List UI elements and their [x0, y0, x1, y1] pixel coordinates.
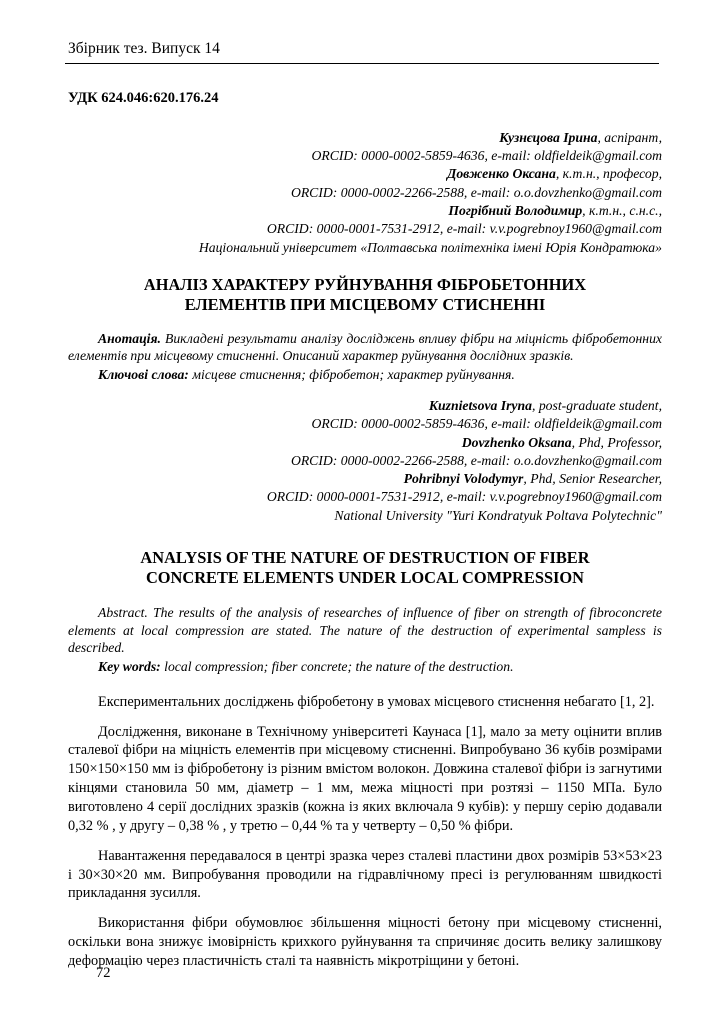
keywords-label: Ключові слова:: [98, 366, 189, 382]
authors-block-uk: [68, 129, 662, 238]
author-orcid-line: ORCID: 0000-0001-7531-2912, e-mail: v.v.pogrebnoy1960@gmail.com: [266, 221, 662, 237]
author-line: [68, 165, 662, 183]
affiliation-en: National University "Yuri Kondratyuk Poltava Polytechnic": [334, 508, 662, 524]
title-line-1: АНАЛІЗ ХАРАКТЕРУ РУЙНУВАННЯ ФІБРОБЕТОННИХ: [143, 274, 587, 294]
paper-title-en: [68, 548, 662, 588]
author-orcid-line: ORCID: 0000-0002-2266-2588, e-mail: o.o.dovzhenko@gmail.com: [290, 452, 662, 468]
author-line: [68, 397, 662, 415]
paper-title-uk: [68, 275, 662, 315]
udc-code: УДК 624.046:620.176.24: [68, 90, 219, 106]
author-name: Погрібний Володимир: [448, 202, 583, 218]
author-line: [68, 129, 662, 147]
author-orcid-line: ORCID: 0000-0001-7531-2912, e-mail: v.v.pogrebnoy1960@gmail.com: [266, 489, 662, 505]
author-name: Pohribnyi Volodymyr: [403, 471, 524, 487]
author-name: Dovzhenko Oksana: [461, 434, 572, 450]
authors-block-en: [68, 397, 662, 506]
body-paragraph: Навантаження передавалося в центрі зразка через сталеві пластини двох розмірів 53×53×23 і 30×30×20 мм. Випробування проводили на гідравлічному пресі із регулюванням швидкості прикладання зусилля.: [68, 847, 662, 902]
page-number: 72: [96, 965, 111, 981]
author-role: , post-graduate student,: [531, 398, 662, 414]
abstract-label: Анотація.: [98, 330, 161, 346]
body-paragraph: Використання фібри обумовлює збільшення міцності бетону при місцевому стисненні, оскільки вона знижує імовірність крихкого руйнування та спричиняє досить велику залишкову деформацію через пластичність сталі та наявність мікротріщини у бетоні.: [68, 915, 662, 969]
author-orcid-line: ORCID: 0000-0002-5859-4636, e-mail: oldfieldeik@gmail.com: [311, 416, 662, 432]
keywords-text: local compression; fiber concrete; the nature of the destruction.: [164, 659, 514, 675]
title-line-2: CONCRETE ELEMENTS UNDER LOCAL COMPRESSION: [145, 567, 585, 587]
keywords-label: Key words:: [98, 659, 161, 675]
abstract-label: Abstract.: [98, 604, 148, 620]
author-name: Kuznietsova Iryna: [428, 398, 532, 414]
keywords-uk: [68, 366, 662, 384]
author-role: , Phd, Senior Researcher,: [523, 471, 662, 487]
body-paragraph: Дослідження, виконане в Технічному університеті Каунаса [1], мало за мету оцінити вплив сталевої фібри на міцність елементів при місцевому стисненні. Випробувано 36 кубів розмірами 150×150×150 мм із фібробетону із різним вмістом волокон. Довжина сталевої фібри із загнутими кінцями становила 50 мм, діаметр – 1 мм, межа міцності при розтязі – 1150 МПа. Було виготовлено 4 серії дослідних зразків (кожна із яких включала 9 кубів): у першу серію додавали 0,32 % , у другу – 0,38 % , у третю – 0,44 % та у четверту – 0,50 % фібри.: [68, 723, 662, 834]
keywords-text: місцеве стиснення; фібробетон; характер руйнування.: [192, 366, 515, 382]
author-line: [68, 202, 662, 220]
author-role: , Phd, Professor,: [571, 434, 662, 450]
author-orcid-line: ORCID: 0000-0002-2266-2588, e-mail: o.o.dovzhenko@gmail.com: [290, 184, 662, 200]
author-orcid-line: ORCID: 0000-0002-5859-4636, e-mail: oldfieldeik@gmail.com: [311, 148, 662, 164]
author-role: , к.т.н., с.н.с.,: [582, 202, 662, 218]
abstract-text: The results of the analysis of researches of influence of fiber on strength of fibroconcrete elements at local compression are stated. The nature of the destruction of experimental sampless is described.: [68, 604, 662, 656]
abstract-en: [68, 604, 662, 657]
author-name: Довженко Оксана: [446, 166, 556, 182]
abstract-uk: [68, 330, 662, 365]
author-role: , к.т.н., професор,: [555, 166, 662, 182]
author-role: , аспірант,: [597, 130, 662, 145]
author-line: [68, 434, 662, 452]
author-line: [68, 470, 662, 488]
title-line-1: ANALYSIS OF THE NATURE OF DESTRUCTION OF FIBER: [140, 547, 590, 567]
abstract-text: Викладені результати аналізу досліджень впливу фібри на міцність фібробетонних елементів при місцевому стисненні. Описаний характер руйнування дослідних зразків.: [68, 330, 662, 364]
header-divider: [65, 63, 659, 64]
title-line-2: ЕЛЕМЕНТІВ ПРИ МІСЦЕВОМУ СТИСНЕННІ: [184, 294, 546, 314]
keywords-en: [68, 658, 662, 676]
affiliation-uk: Національний університет «Полтавська політехніка імені Юрія Кондратюка»: [198, 240, 662, 256]
author-name: Кузнєцова Ірина: [499, 130, 598, 145]
running-header: Збірник тез. Випуск 14: [68, 40, 220, 57]
body-paragraph: Експериментальних досліджень фібробетону в умовах місцевого стиснення небагато [1, 2].: [98, 693, 655, 710]
